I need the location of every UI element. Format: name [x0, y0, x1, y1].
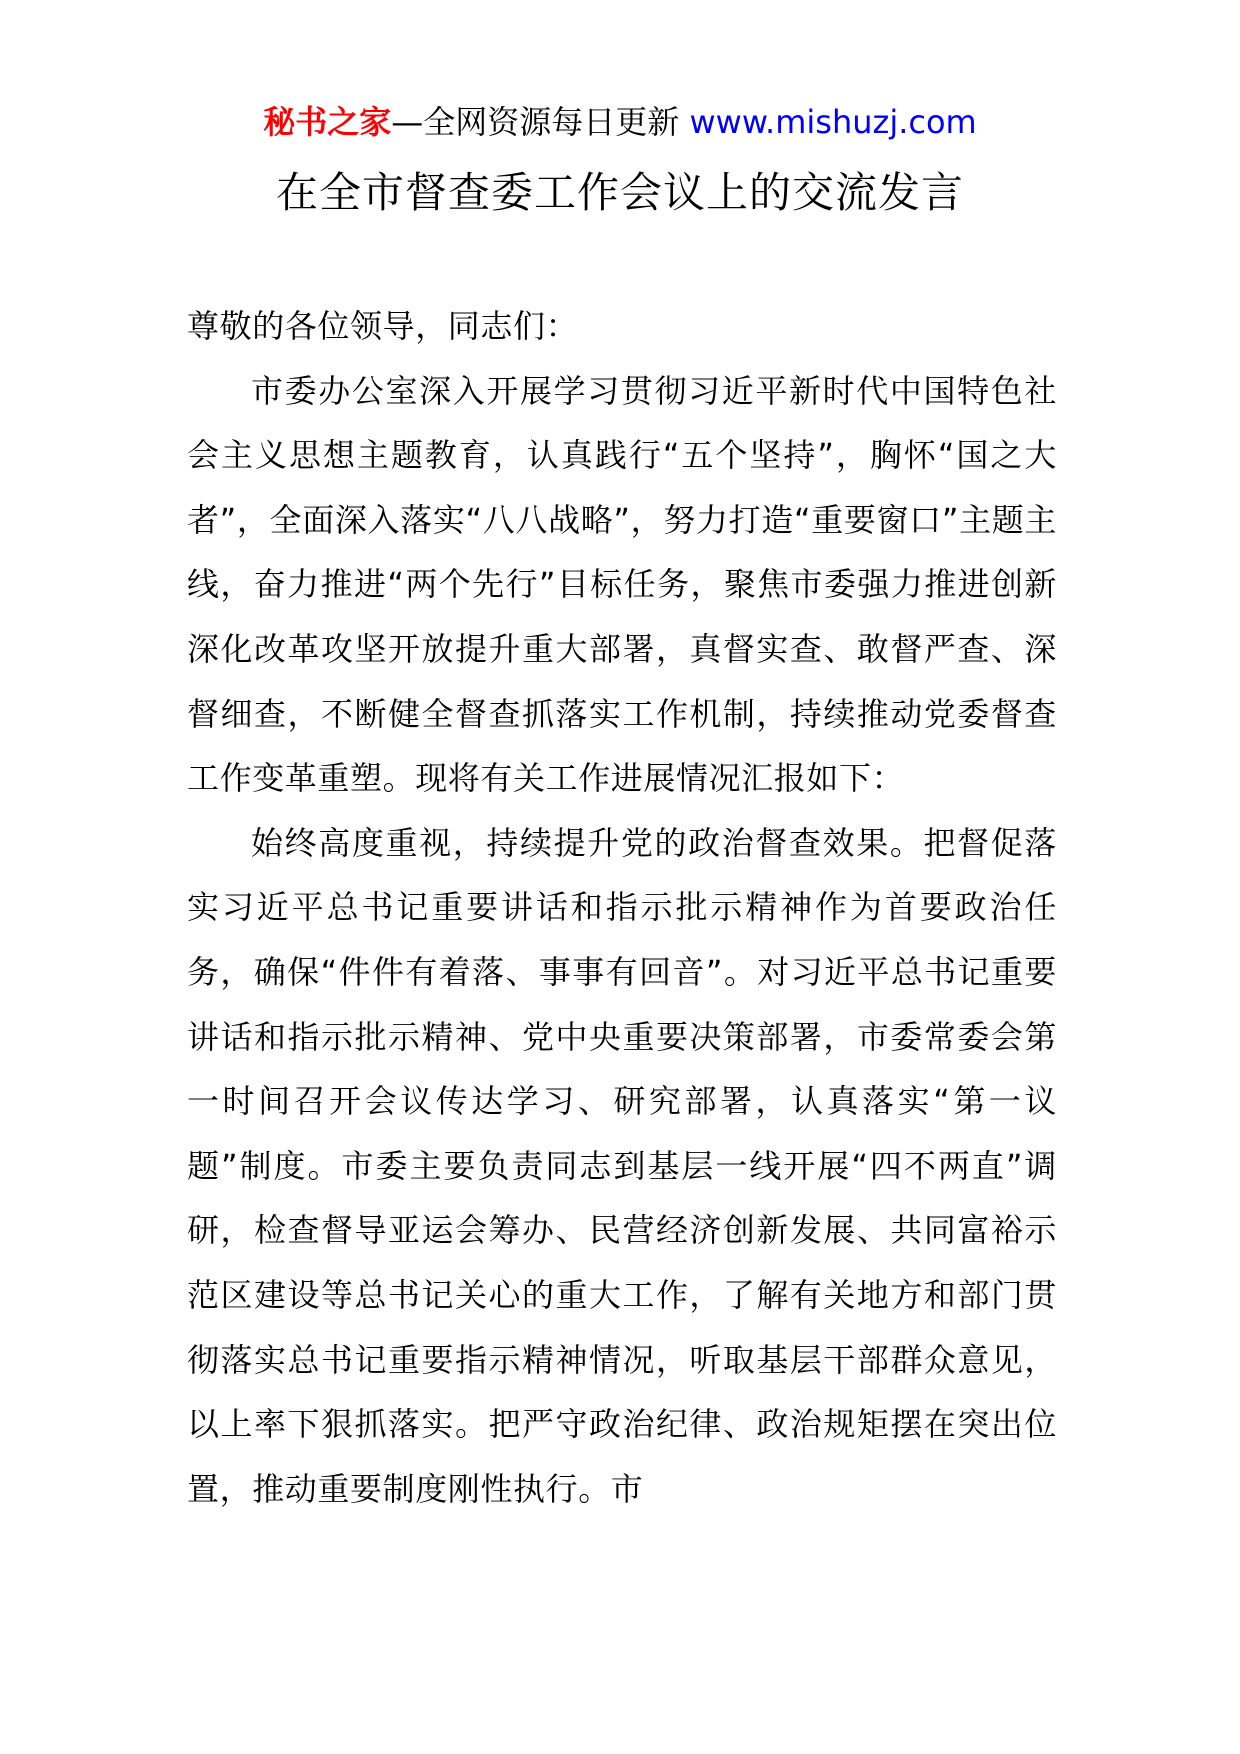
document-title: 在全市督查委工作会议上的交流发言	[275, 168, 964, 217]
paragraph: 市委办公室深入开展学习贯彻习近平新时代中国特色社会主义思想主题教育，认真践行“五个坚持”，胸怀“国之大者”，全面深入落实“八八战略”，努力打造“重要窗口”主题主线，奋力推进“两个先行”目标任务，聚焦市委强力推进创新深化改革攻坚开放提升重大部署，真督实查、敢督严查、深督细查，不断健全督查抓落实工作机制，持续推动党委督查工作变革重塑。现将有关工作进展情况汇报如下：	[187, 371, 1057, 798]
salutation: 尊敬的各位领导，同志们：	[187, 307, 579, 345]
site-header	[0, 98, 1240, 146]
site-name: 秘书之家	[263, 103, 392, 141]
paragraph: 始终高度重视，持续提升党的政治督查效果。把督促落实习近平总书记重要讲话和指示批示精神作为首要政治任务，确保“件件有着落、事事有回音”。对习近平总书记重要讲话和指示批示精神、党中央重要决策部署，市委常委会第一时间召开会议传达学习、研究部署，认真落实“第一议题”制度。市委主要负责同志到基层一线开展“四不两直”调研，检查督导亚运会筹办、民营经济创新发展、共同富裕示范区建设等总书记关心的重大工作，了解有关地方和部门贯彻落实总书记重要指示精神情况，听取基层干部群众意见，以上率下狠抓落实。把严守政治纪律、政治规矩摆在突出位置，推动重要制度刚性执行。市	[187, 823, 1057, 1508]
site-url-link[interactable]: www.mishuzj.com	[689, 103, 977, 141]
site-tagline: —全网资源每日更新	[391, 103, 680, 141]
document-body	[187, 294, 1057, 1521]
